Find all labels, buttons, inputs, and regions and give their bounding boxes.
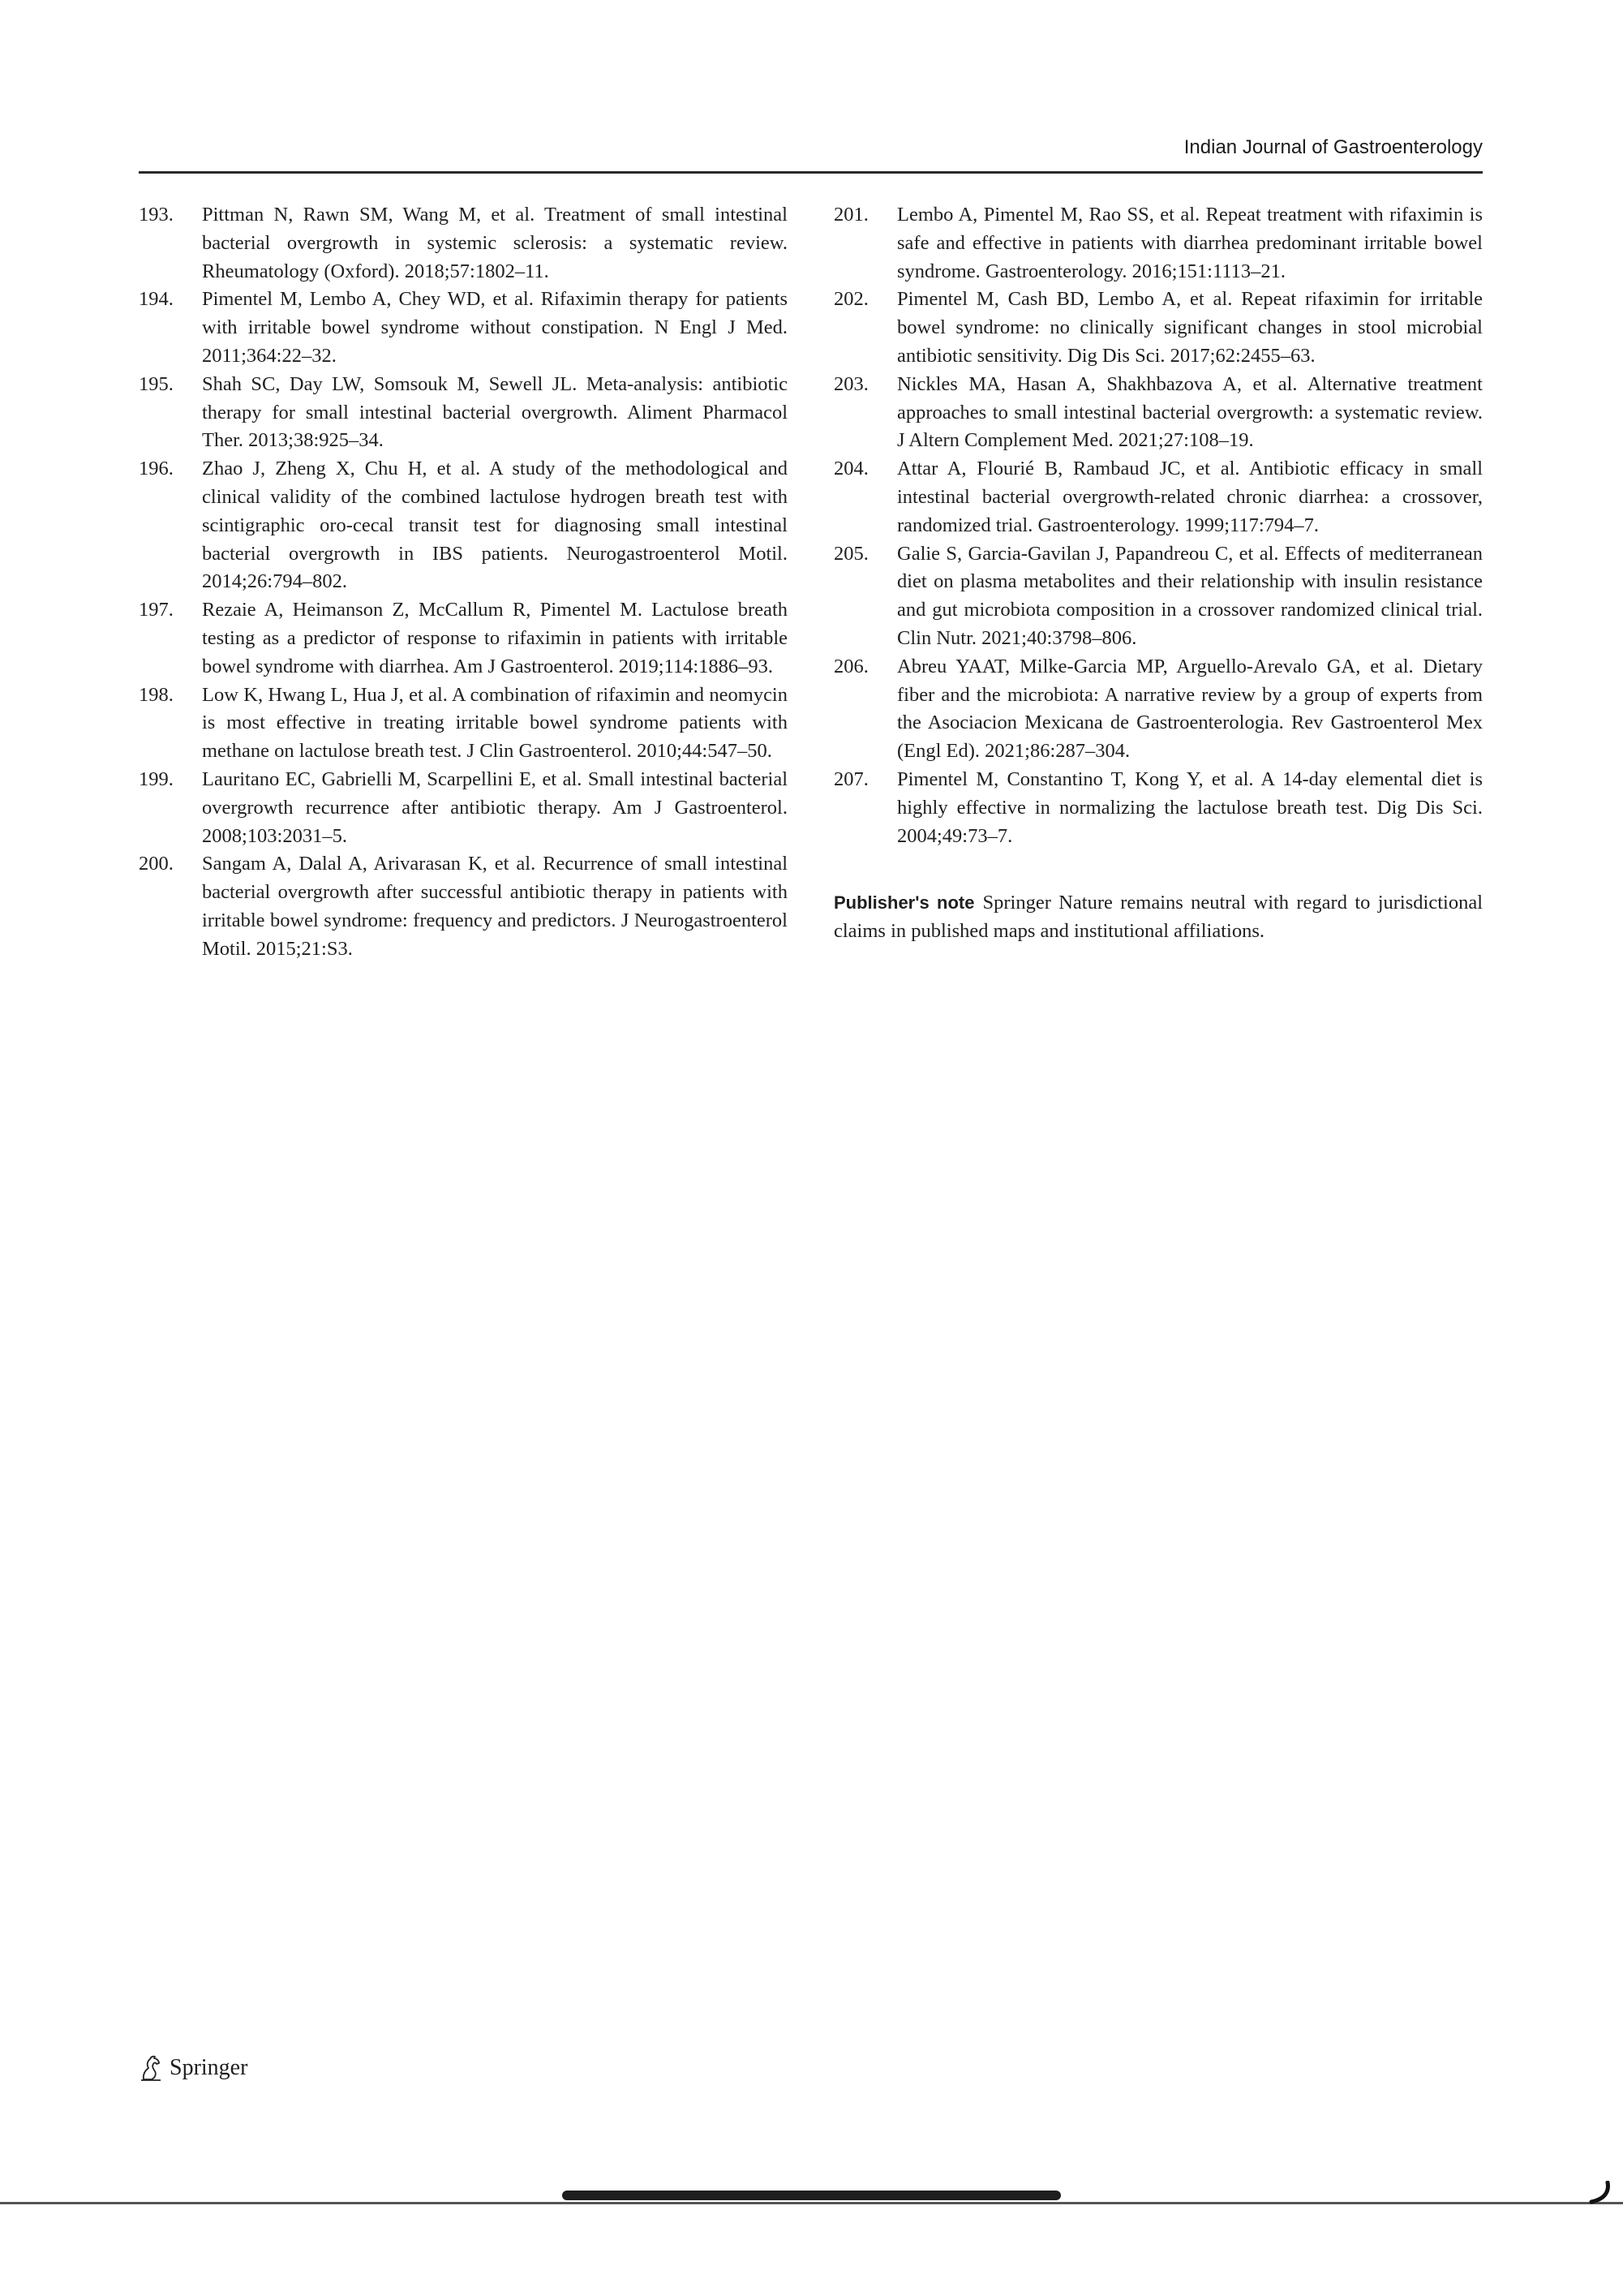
header-rule (139, 171, 1483, 174)
reference-item (139, 766, 788, 850)
reference-text: Shah SC, Day LW, Somsouk M, Sewell JL. Meta-analysis: antibiotic therapy for small intestinal bacterial overgrowth. Aliment Pharmacol Ther. 2013;38:925–34. (202, 372, 788, 452)
reference-text: Pimentel M, Constantino T, Kong Y, et al. A 14-day elemental diet is highly effective in normalizing the lactulose breath test. Dig Dis Sci. 2004;49:73–7. (897, 767, 1483, 847)
reference-text: Nickles MA, Hasan A, Shakhbazova A, et al. Alternative treatment approaches to small intestinal bacterial overgrowth: a systematic review. J Altern Complement Med. 2021;27:108–19. (897, 372, 1483, 452)
reference-text: Galie S, Garcia-Gavilan J, Papandreou C, et al. Effects of mediterranean diet on plasma metabolites and their relationship with insulin resistance and gut microbiota composition in a crossover randomized clinical trial. Clin Nutr. 2021;40:3798–806. (897, 542, 1483, 649)
reference-text: Pittman N, Rawn SM, Wang M, et al. Treatment of small intestinal bacterial overgrowth in systemic sclerosis: a systematic review. Rheumatology (Oxford). 2018;57:1802–11. (202, 204, 788, 282)
reference-item (834, 371, 1483, 455)
reference-number: 195. (139, 372, 174, 395)
reference-number: 193. (139, 204, 174, 226)
springer-logo (139, 2054, 247, 2082)
reference-number: 205. (834, 542, 869, 565)
reference-item (834, 766, 1483, 850)
journal-title: Indian Journal of Gastroenterology (1183, 136, 1483, 158)
reference-number: 200. (139, 853, 174, 875)
reference-number: 206. (834, 655, 869, 677)
reference-item (139, 681, 788, 766)
reference-text: Attar A, Flourié B, Rambaud JC, et al. Antibiotic efficacy in small intestinal bacterial overgrowth-related chronic diarrhea: a crossover, randomized trial. Gastroenterology. 1999;117:794–7. (897, 458, 1483, 536)
publisher-note (834, 889, 1483, 946)
reference-item (834, 653, 1483, 766)
reference-text: Pimentel M, Cash BD, Lembo A, et al. Repeat rifaximin for irritable bowel syndrome: no clinically significant changes in stool microbial antibiotic sensitivity. Dig Dis Sci. 2017;62:2455–63. (897, 288, 1483, 367)
reference-item (139, 371, 788, 455)
reference-number: 201. (834, 204, 869, 226)
reference-number: 207. (834, 767, 869, 790)
reference-text: Sangam A, Dalal A, Arivarasan K, et al. Recurrence of small intestinal bacterial overgrowth after successful antibiotic therapy in patients with irritable bowel syndrome: frequency and predictors. J Neurogastroenterol Motil. 2015;21:S3. (202, 853, 788, 960)
publisher-note-heading: Publisher's note (834, 892, 975, 914)
page-curl-icon (1588, 2181, 1612, 2209)
reference-number: 194. (139, 288, 174, 311)
reference-item (139, 201, 788, 286)
reference-number: 202. (834, 288, 869, 311)
reference-item (834, 201, 1483, 286)
reference-item (139, 286, 788, 370)
reference-item (139, 455, 788, 596)
springer-horse-icon (139, 2054, 163, 2082)
reference-text: Lembo A, Pimentel M, Rao SS, et al. Repeat treatment with rifaximin is safe and effective in patients with diarrhea predominant irritable bowel syndrome. Gastroenterology. 2016;151:1113–21. (897, 204, 1483, 282)
reference-text: Low K, Hwang L, Hua J, et al. A combination of rifaximin and neomycin is most effective in treating irritable bowel syndrome patients with methane on lactulose breath test. J Clin Gastroenterol. 2010;44:547–50. (202, 683, 788, 763)
bottom-edge-line (0, 2202, 1623, 2204)
reference-item (834, 286, 1483, 370)
reference-number: 196. (139, 458, 174, 480)
reference-number: 203. (834, 372, 869, 395)
publisher-note-text: Springer Nature remains neutral with regard to jurisdictional claims in published maps and institutional affiliations. (834, 892, 1483, 943)
horizontal-scrollbar[interactable] (562, 2191, 1061, 2200)
reference-item (139, 596, 788, 681)
reference-number: 197. (139, 599, 174, 621)
reference-text: Lauritano EC, Gabrielli M, Scarpellini E, et al. Small intestinal bacterial overgrowth recurrence after antibiotic therapy. Am J Gastroenterol. 2008;103:2031–5. (202, 767, 788, 847)
reference-number: 199. (139, 767, 174, 790)
references-left-column (139, 201, 788, 964)
reference-text: Rezaie A, Heimanson Z, McCallum R, Pimentel M. Lactulose breath testing as a predictor of response to rifaximin in patients with irritable bowel syndrome with diarrhea. Am J Gastroenterol. 2019;114:1886–93. (202, 599, 788, 677)
reference-number: 204. (834, 458, 869, 480)
reference-item (139, 850, 788, 963)
reference-item (834, 540, 1483, 653)
reference-text: Abreu YAAT, Milke-Garcia MP, Arguello-Arevalo GA, et al. Dietary fiber and the microbiota: A narrative review by a group of experts from the Asociacion Mexicana de Gastroenterologia. Rev Gastroenterol Mex (Engl Ed). 2021;86:287–304. (897, 655, 1483, 763)
reference-text: Zhao J, Zheng X, Chu H, et al. A study of the methodological and clinical validity of the combined lactulose hydrogen breath test with scintigraphic oro-cecal transit test for diagnosing small intestinal bacterial overgrowth in IBS patients. Neurogastroenterol Motil. 2014;26:794–802. (202, 458, 788, 593)
references-right-column (834, 201, 1483, 946)
springer-wordmark: Springer (170, 2055, 248, 2080)
reference-number: 198. (139, 683, 174, 706)
reference-item (834, 455, 1483, 540)
reference-text: Pimentel M, Lembo A, Chey WD, et al. Rifaximin therapy for patients with irritable bowel syndrome without constipation. N Engl J Med. 2011;364:22–32. (202, 288, 788, 367)
